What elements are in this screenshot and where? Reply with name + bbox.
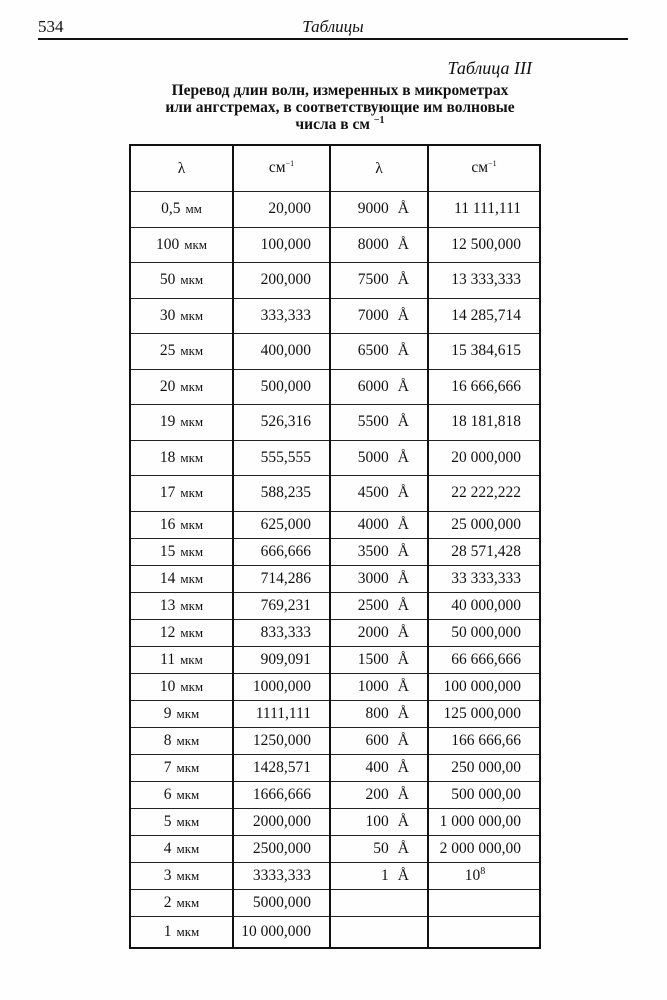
value: 7000	[357, 306, 389, 324]
cell-wavelength-1	[130, 889, 233, 916]
unit: мкм	[180, 624, 204, 640]
cell-wavenumber-2: 11 111,111	[428, 192, 540, 228]
value: 200	[365, 785, 389, 803]
cell-wavelength-1	[130, 754, 233, 781]
value: 8	[163, 731, 172, 749]
cell-wavelength-1	[130, 916, 233, 948]
cell-wavenumber-2: $10^8$	[428, 862, 540, 889]
table-row	[130, 673, 540, 700]
unit: мкм	[180, 570, 204, 586]
cell-wavelength-1	[130, 808, 233, 835]
value: 9000	[357, 200, 389, 218]
value: 1500	[357, 650, 389, 668]
value: 7	[163, 758, 172, 776]
value: 2	[163, 893, 172, 911]
unit: Å	[397, 200, 409, 218]
col-header-wavenumber-2: $см^{-1}$	[428, 145, 540, 192]
running-title: Таблицы	[302, 17, 364, 36]
unit: Å	[397, 731, 409, 749]
value: 25	[159, 342, 176, 360]
table-row	[130, 369, 540, 405]
table-row	[130, 889, 540, 916]
unit: Å	[397, 623, 409, 641]
caption-line-1: Перевод длин волн, измеренных в микрометрах	[171, 82, 509, 99]
value: 11	[160, 650, 176, 668]
unit: Å	[397, 839, 409, 857]
cell-wavenumber-1: 769,231	[233, 592, 330, 619]
unit: мкм	[180, 651, 203, 667]
cell-wavenumber-1: 555,555	[233, 440, 330, 476]
value: 5000	[357, 448, 389, 466]
table-row	[130, 619, 540, 646]
cell-wavelength-2	[330, 835, 428, 862]
conversion-table	[129, 144, 541, 949]
unit: мкм	[176, 840, 200, 856]
table-header-row	[130, 145, 540, 192]
cell-wavelength-2	[330, 808, 428, 835]
cell-wavelength-1	[130, 369, 233, 405]
cell-wavenumber-1: 20,000	[233, 192, 330, 228]
cell-wavelength-1	[130, 476, 233, 512]
unit: Å	[397, 677, 409, 695]
table-row	[130, 862, 540, 889]
cell-wavelength-2	[330, 538, 428, 565]
cell-wavelength-1	[130, 565, 233, 592]
unit: мкм	[180, 414, 204, 430]
value: 0,5	[161, 200, 181, 218]
value: 9	[163, 704, 172, 722]
value: 1	[163, 922, 172, 940]
value: 100	[155, 235, 180, 253]
cell-wavenumber-1: 2500,000	[233, 835, 330, 862]
cell-wavelength-2	[330, 592, 428, 619]
value: 3500	[357, 542, 389, 560]
cell-wavelength-2	[330, 754, 428, 781]
cell-wavenumber-2: 33 333,333	[428, 565, 540, 592]
unit: мкм	[180, 272, 204, 288]
unit: Å	[397, 758, 409, 776]
value: 4	[163, 839, 172, 857]
cell-wavelength-1	[130, 835, 233, 862]
table-row	[130, 700, 540, 727]
value: 50	[373, 839, 389, 857]
value: 12	[159, 623, 176, 641]
caption-superscript: −1	[373, 114, 385, 126]
unit: мкм	[184, 236, 208, 252]
table-row	[130, 538, 540, 565]
cell-wavenumber-1: 500,000	[233, 369, 330, 405]
cell-wavenumber-1: 1250,000	[233, 727, 330, 754]
cell-wavenumber-2: 2 000 000,00	[428, 835, 540, 862]
value: 6500	[357, 342, 389, 360]
value: 800	[365, 704, 389, 722]
unit: мкм	[176, 813, 200, 829]
cell-wavelength-1	[130, 298, 233, 334]
cell-wavelength-2	[330, 511, 428, 538]
value: 16	[159, 515, 176, 533]
unit: Å	[397, 812, 409, 830]
cell-wavelength-1	[130, 592, 233, 619]
cell-wavelength-1	[130, 538, 233, 565]
value: 5500	[357, 413, 389, 431]
cell-wavelength-1	[130, 511, 233, 538]
value: 19	[159, 413, 176, 431]
cell-wavelength-1	[130, 646, 233, 673]
cell-wavenumber-1: 714,286	[233, 565, 330, 592]
cell-wavenumber-1: 588,235	[233, 476, 330, 512]
cell-wavelength-2	[330, 440, 428, 476]
table-row	[130, 781, 540, 808]
cell-wavelength-2	[330, 298, 428, 334]
value: 400	[365, 758, 389, 776]
cell-wavelength-2	[330, 619, 428, 646]
cell-wavenumber-1: 10 000,000	[233, 916, 330, 948]
table-row	[130, 754, 540, 781]
cell-wavenumber-1: 200,000	[233, 263, 330, 299]
value: 30	[159, 306, 176, 324]
cell-wavelength-2	[330, 781, 428, 808]
value: 100	[365, 812, 389, 830]
table-row	[130, 405, 540, 441]
value: 5	[163, 812, 172, 830]
unit: Å	[397, 271, 409, 289]
value: 3000	[357, 569, 389, 587]
cell-wavelength-1	[130, 781, 233, 808]
value: 3	[163, 866, 172, 884]
table-caption	[140, 82, 540, 133]
value: 17	[159, 484, 176, 502]
unit: Å	[397, 596, 409, 614]
value: 10	[159, 677, 176, 695]
unit: мм	[185, 201, 202, 217]
cell-wavenumber-2: 500 000,00	[428, 781, 540, 808]
cell-wavenumber-2	[428, 916, 540, 948]
value: 18	[159, 448, 176, 466]
table-row	[130, 263, 540, 299]
col-header-lambda-1: λ	[130, 145, 233, 192]
cell-wavenumber-1: 526,316	[233, 405, 330, 441]
cell-wavenumber-1: 833,333	[233, 619, 330, 646]
unit: мкм	[176, 786, 200, 802]
value: 20	[159, 377, 176, 395]
cell-wavelength-2	[330, 334, 428, 370]
cell-wavenumber-2: 12 500,000	[428, 227, 540, 263]
value: 1000	[357, 677, 389, 695]
cell-wavelength-2	[330, 476, 428, 512]
cell-wavelength-1	[130, 727, 233, 754]
cell-wavelength-1	[130, 192, 233, 228]
unit: мкм	[180, 378, 204, 394]
cell-wavenumber-1: 625,000	[233, 511, 330, 538]
table-row	[130, 192, 540, 228]
cell-wavenumber-2: 25 000,000	[428, 511, 540, 538]
table-row	[130, 727, 540, 754]
unit: Å	[397, 542, 409, 560]
value: 1	[381, 866, 389, 884]
unit: мкм	[180, 516, 204, 532]
cell-wavenumber-1: 3333,333	[233, 862, 330, 889]
cell-wavelength-1	[130, 227, 233, 263]
page-header	[38, 14, 628, 38]
cell-wavenumber-1: 1428,571	[233, 754, 330, 781]
cell-wavelength-2	[330, 192, 428, 228]
unit: Å	[397, 413, 409, 431]
unit: мкм	[176, 894, 200, 910]
cell-wavelength-2	[330, 862, 428, 889]
cell-wavenumber-1: 5000,000	[233, 889, 330, 916]
cell-wavelength-2	[330, 916, 428, 948]
cell-wavenumber-2: 40 000,000	[428, 592, 540, 619]
value: 2000	[357, 623, 389, 641]
table-row	[130, 298, 540, 334]
value: 7500	[357, 271, 389, 289]
cell-wavenumber-2: 20 000,000	[428, 440, 540, 476]
cell-wavenumber-2: 1 000 000,00	[428, 808, 540, 835]
cell-wavelength-2	[330, 263, 428, 299]
unit: мкм	[176, 705, 200, 721]
cell-wavenumber-2: 18 181,818	[428, 405, 540, 441]
value: 4000	[357, 515, 389, 533]
unit: Å	[397, 377, 409, 395]
cell-wavenumber-2: 50 000,000	[428, 619, 540, 646]
table-row	[130, 334, 540, 370]
table-row	[130, 916, 540, 948]
cell-wavenumber-1: 333,333	[233, 298, 330, 334]
value: 4500	[357, 484, 389, 502]
cell-wavenumber-2: 66 666,666	[428, 646, 540, 673]
unit: Å	[397, 484, 409, 502]
cell-wavenumber-2: 250 000,00	[428, 754, 540, 781]
unit: мкм	[180, 485, 204, 501]
cell-wavenumber-1: 400,000	[233, 334, 330, 370]
cell-wavelength-2	[330, 646, 428, 673]
cell-wavenumber-1: 1000,000	[233, 673, 330, 700]
cell-wavelength-2	[330, 727, 428, 754]
unit: Å	[397, 448, 409, 466]
cell-wavelength-1	[130, 334, 233, 370]
cell-wavelength-2	[330, 673, 428, 700]
col-header-wavenumber-1: $см^{-1}$	[233, 145, 330, 192]
value: 8000	[357, 235, 389, 253]
cell-wavenumber-1: 909,091	[233, 646, 330, 673]
cell-wavelength-2	[330, 405, 428, 441]
value: 15	[159, 542, 176, 560]
table-row	[130, 835, 540, 862]
unit: Å	[397, 235, 409, 253]
cell-wavenumber-2: 13 333,333	[428, 263, 540, 299]
cell-wavelength-1	[130, 619, 233, 646]
cell-wavenumber-1: 1666,666	[233, 781, 330, 808]
cell-wavenumber-2: 16 666,666	[428, 369, 540, 405]
header-rule	[38, 38, 628, 40]
cell-wavenumber-2: 100 000,000	[428, 673, 540, 700]
unit: мкм	[180, 597, 204, 613]
caption-line-3: числа в см $^{-1}$	[295, 114, 385, 133]
cell-wavenumber-2: 14 285,714	[428, 298, 540, 334]
value: 600	[365, 731, 389, 749]
value: 6000	[357, 377, 389, 395]
unit: мкм	[180, 307, 204, 323]
value: 2500	[357, 596, 389, 614]
table-label: Таблица III	[447, 58, 532, 78]
cell-wavenumber-2: 166 666,66	[428, 727, 540, 754]
unit: Å	[397, 866, 409, 884]
cell-wavelength-2	[330, 565, 428, 592]
cell-wavenumber-2: 22 222,222	[428, 476, 540, 512]
caption-line-2: или ангстремах, в соответствующие им волновые	[165, 99, 515, 116]
cell-wavenumber-2: 15 384,615	[428, 334, 540, 370]
value: 6	[163, 785, 172, 803]
unit: мкм	[176, 759, 200, 775]
unit: Å	[397, 704, 409, 722]
table-row	[130, 592, 540, 619]
cell-wavelength-1	[130, 263, 233, 299]
cell-wavelength-1	[130, 405, 233, 441]
unit: мкм	[180, 343, 204, 359]
unit: мкм	[176, 732, 200, 748]
cell-wavelength-1	[130, 673, 233, 700]
cell-wavenumber-1: 100,000	[233, 227, 330, 263]
table-row	[130, 476, 540, 512]
unit: Å	[397, 515, 409, 533]
cell-wavenumber-2: 28 571,428	[428, 538, 540, 565]
unit: мкм	[176, 867, 200, 883]
unit: Å	[397, 569, 409, 587]
cell-wavenumber-1: 1111,111	[233, 700, 330, 727]
table-row	[130, 511, 540, 538]
value: 13	[159, 596, 176, 614]
table-row	[130, 808, 540, 835]
cell-wavenumber-2	[428, 889, 540, 916]
unit: мкм	[180, 449, 204, 465]
cell-wavelength-1	[130, 700, 233, 727]
cell-wavenumber-2: 125 000,000	[428, 700, 540, 727]
cell-wavelength-2	[330, 227, 428, 263]
unit: Å	[397, 650, 409, 668]
unit: мкм	[180, 543, 204, 559]
cell-wavenumber-1: 2000,000	[233, 808, 330, 835]
table-row	[130, 440, 540, 476]
page-number: 534	[38, 17, 64, 36]
value: 50	[159, 271, 176, 289]
table-row	[130, 565, 540, 592]
unit: мкм	[176, 923, 200, 939]
table-body	[130, 192, 540, 948]
cell-wavelength-1	[130, 440, 233, 476]
table-row	[130, 227, 540, 263]
unit: Å	[397, 342, 409, 360]
value: 14	[159, 569, 176, 587]
cell-wavelength-2	[330, 889, 428, 916]
unit: Å	[397, 306, 409, 324]
unit: мкм	[180, 678, 204, 694]
table-row	[130, 646, 540, 673]
cell-wavelength-1	[130, 862, 233, 889]
unit: Å	[397, 785, 409, 803]
cell-wavenumber-1: 666,666	[233, 538, 330, 565]
cell-wavelength-2	[330, 369, 428, 405]
col-header-lambda-2: λ	[330, 145, 428, 192]
cell-wavelength-2	[330, 700, 428, 727]
